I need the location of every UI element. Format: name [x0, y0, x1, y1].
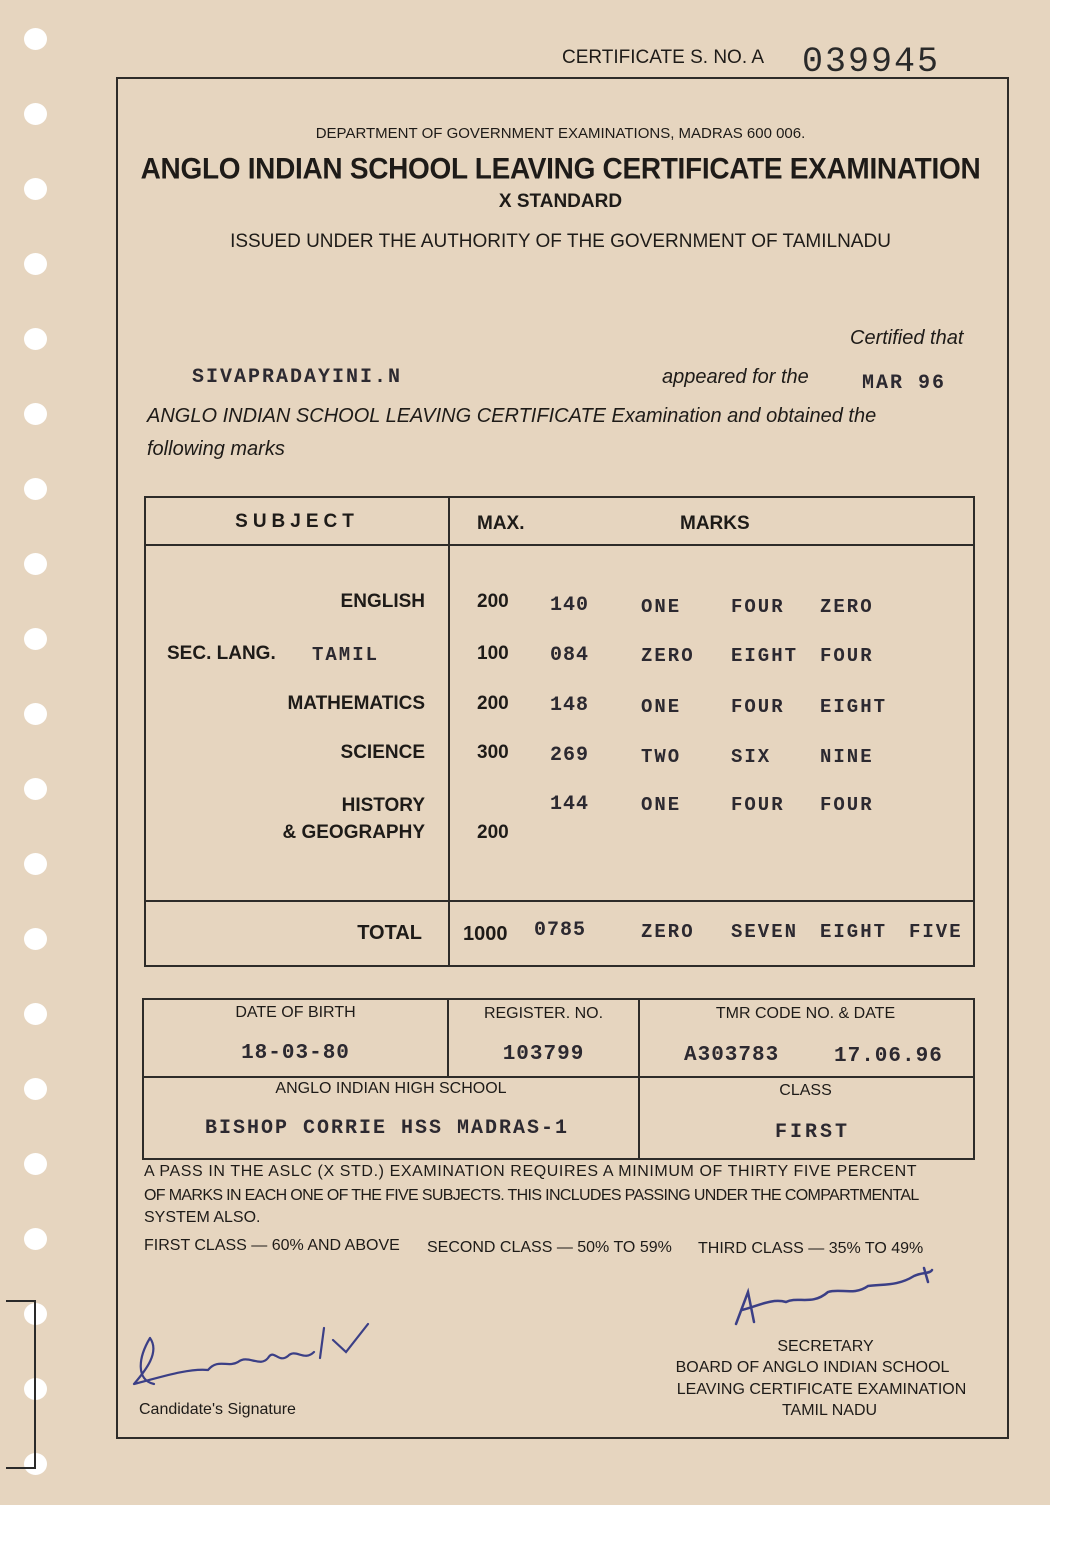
- class-label: CLASS: [779, 1082, 832, 1099]
- marks-word: NINE: [820, 746, 874, 768]
- total-max: 1000: [463, 923, 508, 945]
- table-divider: [144, 1076, 973, 1078]
- marks-value: 084: [550, 644, 590, 667]
- binder-hole: [24, 1228, 47, 1250]
- second-class-rule: SECOND CLASS — 50% TO 59%: [427, 1239, 672, 1256]
- binder-hole: [24, 853, 47, 875]
- subject-geography: & GEOGRAPHY: [282, 822, 425, 843]
- subject-header: SUBJECT: [235, 511, 359, 532]
- school-name: BISHOP CORRIE HSS MADRAS-1: [205, 1117, 570, 1140]
- max-value: 100: [477, 643, 509, 664]
- secretary-signature: [728, 1262, 943, 1332]
- pass-note-line1: A PASS IN THE ASLC (X STD.) EXAMINATION REQUIRES A MINIMUM OF THIRTY FIVE PERCENT: [144, 1163, 918, 1180]
- binder-hole: [24, 553, 47, 575]
- max-header: MAX.: [477, 513, 525, 534]
- serial-label: CERTIFICATE S. NO. A: [562, 47, 764, 68]
- subject-history: HISTORY: [341, 795, 425, 816]
- board-line1: BOARD OF ANGLO INDIAN SCHOOL: [675, 1359, 950, 1376]
- marks-word: SEVEN: [731, 921, 799, 943]
- binder-hole: [24, 178, 47, 200]
- dob-label: DATE OF BIRTH: [235, 1004, 356, 1021]
- binder-hole: [24, 703, 47, 725]
- subject-english: ENGLISH: [340, 591, 425, 612]
- statement-line2: ANGLO INDIAN SCHOOL LEAVING CERTIFICATE Examination and obtained the: [147, 405, 877, 427]
- register-number: 103799: [502, 1043, 585, 1066]
- class-value: FIRST: [774, 1121, 850, 1144]
- marks-value: 144: [550, 793, 590, 816]
- marks-word: FIVE: [909, 921, 963, 943]
- dob-value: 18-03-80: [241, 1042, 350, 1065]
- subject-mathematics: MATHEMATICS: [287, 693, 425, 714]
- marks-word: ZERO: [641, 921, 695, 943]
- marks-value: 140: [550, 594, 590, 617]
- marks-word: EIGHT: [820, 921, 888, 943]
- certified-that: Certified that: [850, 327, 964, 349]
- secretary-title: SECRETARY: [777, 1338, 874, 1355]
- binder-hole: [24, 1153, 47, 1175]
- sec-lang-label: SEC. LANG.: [167, 643, 276, 664]
- register-label: REGISTER. NO.: [483, 1005, 604, 1022]
- tmr-code: A303783: [684, 1044, 780, 1067]
- certificate-title: ANGLO INDIAN SCHOOL LEAVING CERTIFICATE EXAMINATION: [140, 152, 981, 185]
- marks-value: 269: [550, 744, 590, 767]
- tmr-label: TMR CODE NO. & DATE: [715, 1005, 896, 1022]
- board-line2: LEAVING CERTIFICATE EXAMINATION: [676, 1381, 967, 1398]
- binder-hole: [24, 778, 47, 800]
- max-value: 200: [477, 822, 509, 843]
- tmr-date: 17.06.96: [834, 1045, 943, 1068]
- first-class-rule: FIRST CLASS — 60% AND ABOVE: [144, 1237, 400, 1254]
- third-class-rule: THIRD CLASS — 35% TO 49%: [698, 1240, 924, 1257]
- marks-word: FOUR: [820, 794, 874, 816]
- binder-hole: [24, 928, 47, 950]
- marks-header: MARKS: [680, 513, 750, 534]
- marks-word: EIGHT: [820, 696, 888, 718]
- exam-session: MAR 96: [862, 372, 947, 395]
- statement-line3: following marks: [147, 438, 285, 460]
- authority-line: ISSUED UNDER THE AUTHORITY OF THE GOVERNMENT OF TAMILNADU: [230, 231, 891, 252]
- marks-word: ZERO: [820, 596, 874, 618]
- total-marks: 0785: [534, 919, 587, 942]
- department-line: DEPARTMENT OF GOVERNMENT EXAMINATIONS, MADRAS 600 006.: [315, 125, 806, 142]
- candidate-name: SIVAPRADAYINI.N: [192, 366, 403, 389]
- marks-word: ZERO: [641, 645, 695, 667]
- binder-hole: [24, 28, 47, 50]
- marks-word: FOUR: [820, 645, 874, 667]
- binder-hole: [24, 328, 47, 350]
- marks-word: FOUR: [731, 794, 785, 816]
- binder-hole: [24, 253, 47, 275]
- max-value: 200: [477, 693, 509, 714]
- binder-hole: [24, 103, 47, 125]
- max-value: 300: [477, 742, 509, 763]
- binder-hole: [24, 478, 47, 500]
- marks-word: EIGHT: [731, 645, 799, 667]
- marks-word: SIX: [731, 746, 772, 768]
- subject-science: SCIENCE: [340, 742, 425, 763]
- subject-tamil: TAMIL: [312, 644, 380, 666]
- table-divider: [146, 900, 973, 902]
- binder-hole: [24, 1078, 47, 1100]
- marks-word: TWO: [641, 746, 682, 768]
- pass-note-line2: OF MARKS IN EACH ONE OF THE FIVE SUBJECTS. THIS INCLUDES PASSING UNDER THE COMPARTMENTAL: [144, 1187, 919, 1204]
- total-label: TOTAL: [357, 922, 422, 944]
- binder-tab: [6, 1300, 36, 1469]
- board-line3: TAMIL NADU: [781, 1402, 878, 1419]
- max-value: 200: [477, 591, 509, 612]
- serial-number: 039945: [802, 42, 941, 82]
- standard-line: X STANDARD: [498, 191, 623, 212]
- candidate-signature: [128, 1318, 388, 1398]
- pass-note-line3: SYSTEM ALSO.: [144, 1209, 261, 1226]
- marks-word: ONE: [641, 794, 682, 816]
- appeared-for: appeared for the: [662, 366, 809, 388]
- binder-hole: [24, 403, 47, 425]
- marks-word: ONE: [641, 696, 682, 718]
- school-label: ANGLO INDIAN HIGH SCHOOL: [275, 1080, 507, 1097]
- marks-word: FOUR: [731, 596, 785, 618]
- marks-table: [144, 496, 975, 967]
- marks-word: ONE: [641, 596, 682, 618]
- marks-value: 148: [550, 694, 590, 717]
- table-divider: [448, 498, 450, 965]
- table-divider: [146, 544, 973, 546]
- candidate-signature-label: Candidate's Signature: [139, 1401, 296, 1418]
- binder-hole: [24, 628, 47, 650]
- binder-hole: [24, 1003, 47, 1025]
- marks-word: FOUR: [731, 696, 785, 718]
